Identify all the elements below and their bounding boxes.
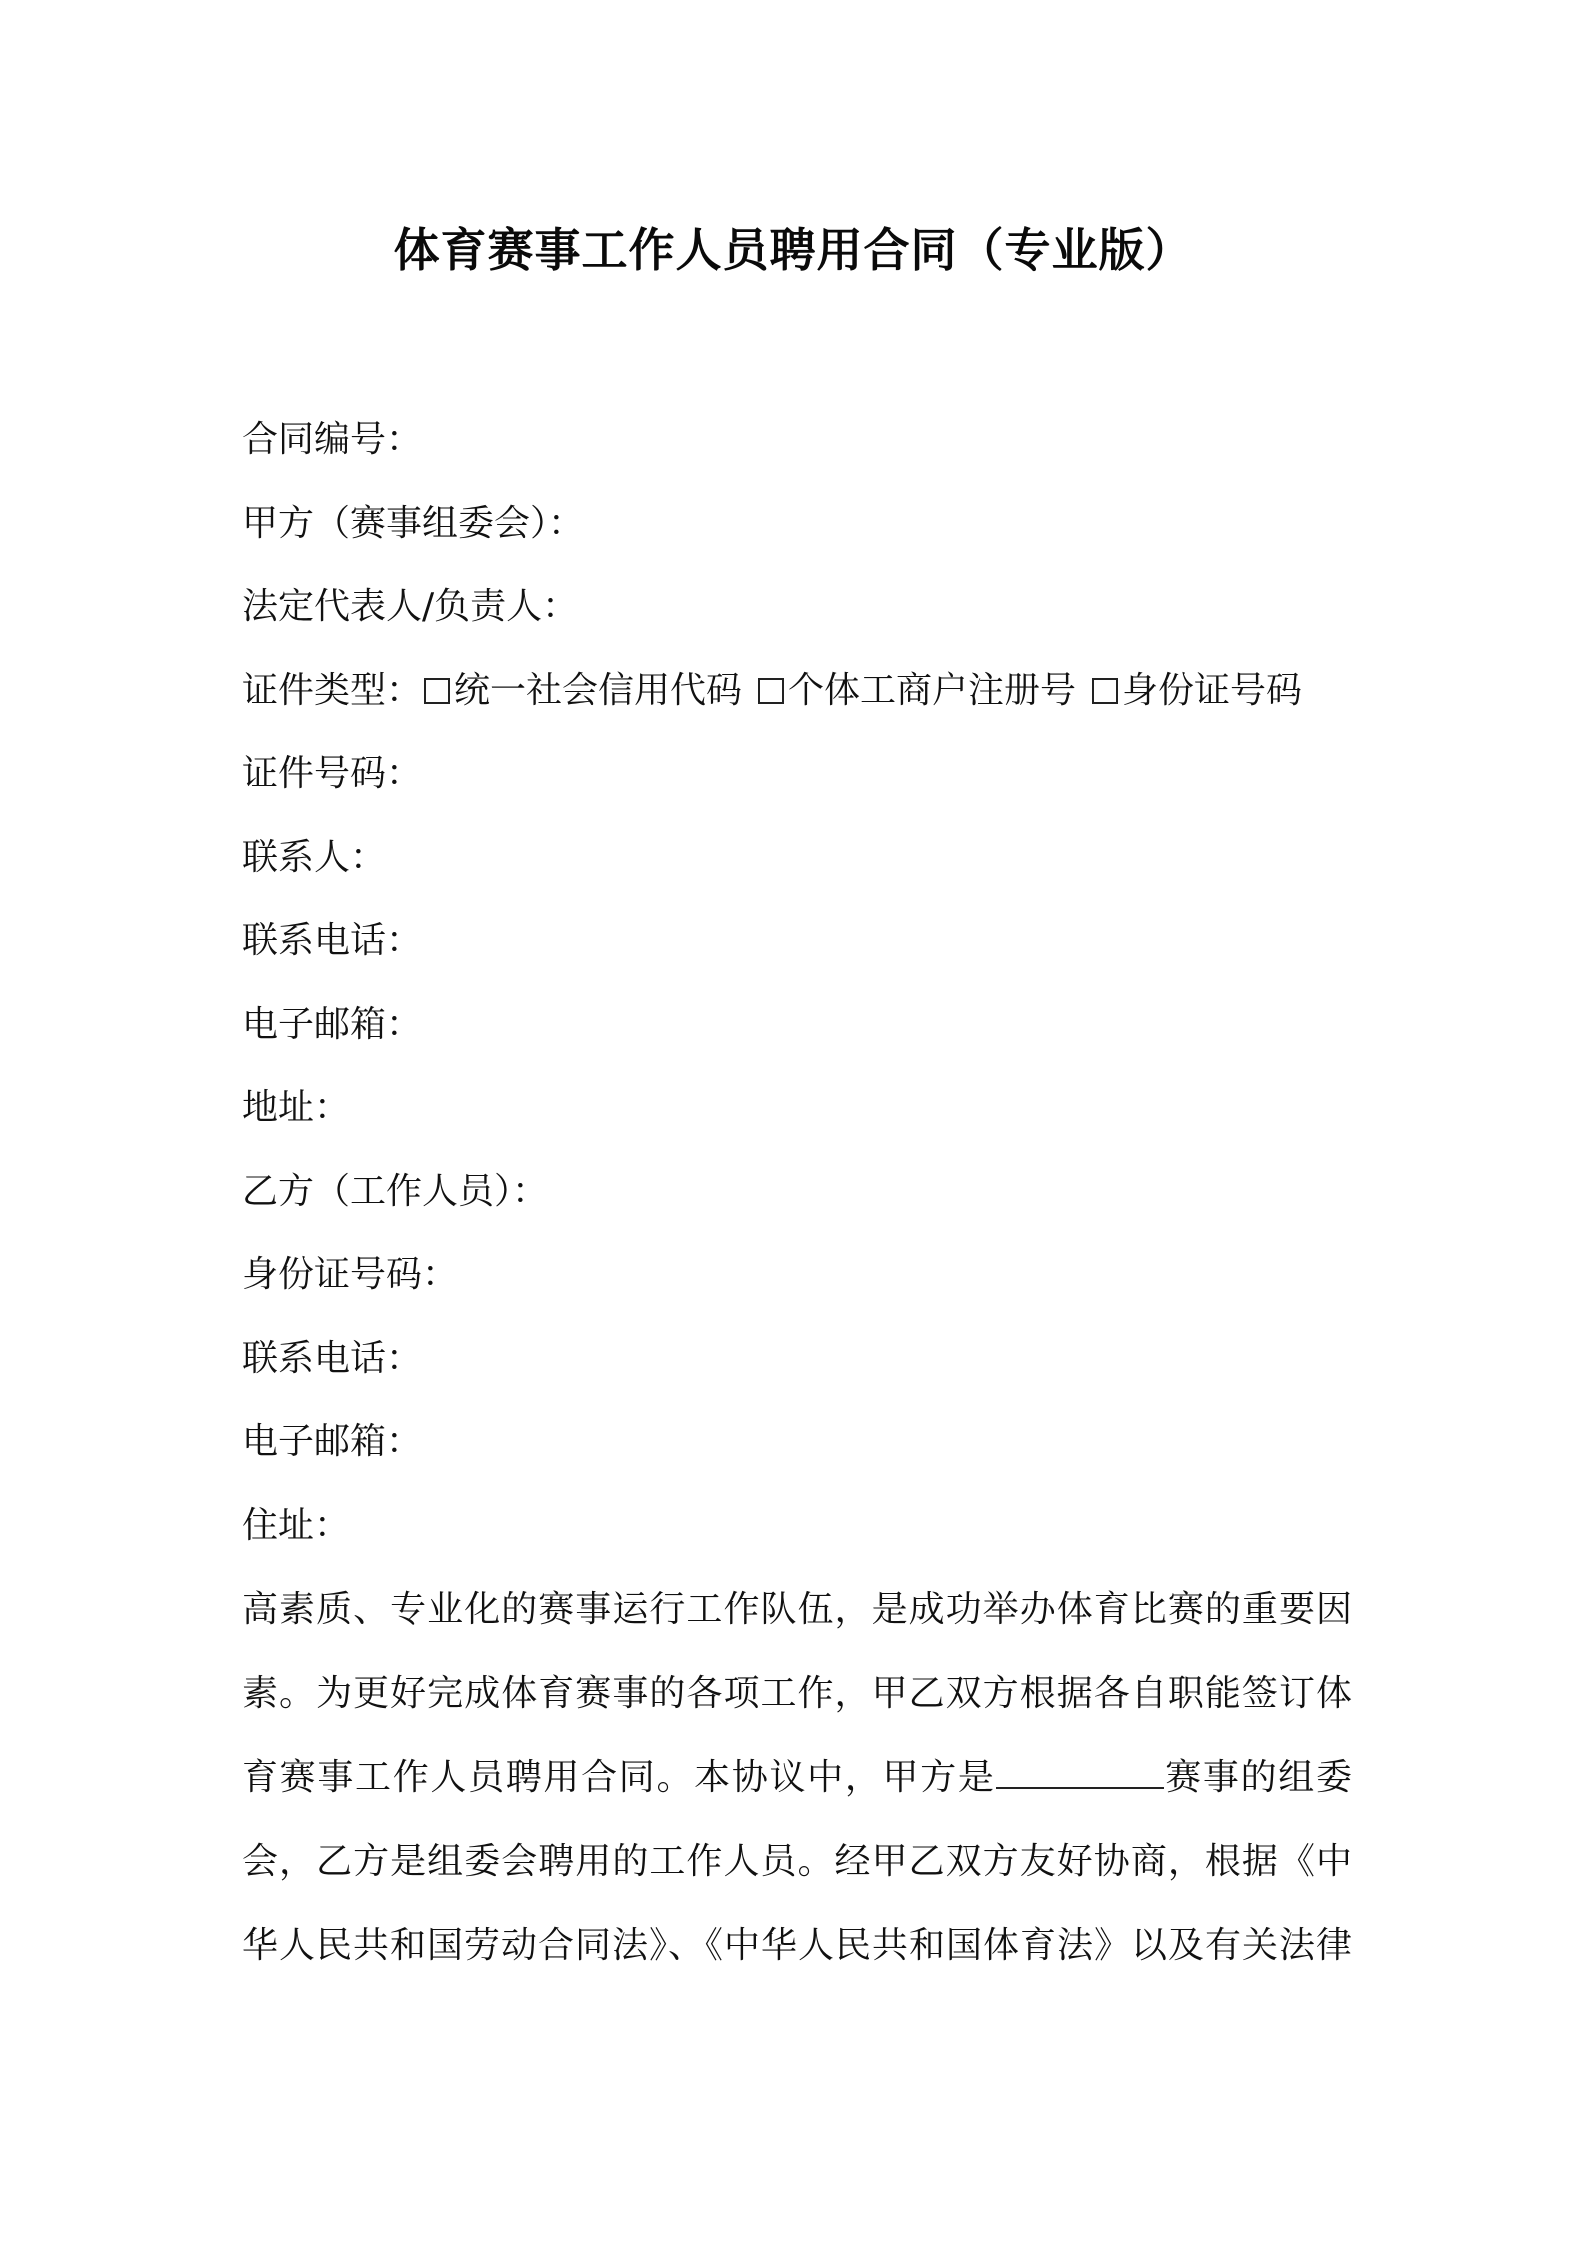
- party-b-residence-field: 住址：: [242, 1504, 351, 1546]
- party-b-phone-field: 联系电话：: [242, 1337, 423, 1379]
- id-type-option-label: 身份证号码: [1122, 669, 1303, 711]
- id-type-option-label: 统一社会信用代码: [454, 669, 743, 711]
- id-type-option-id-card[interactable]: [1090, 670, 1302, 711]
- preamble-line: 会，乙方是组委会聘用的工作人员。经甲乙双方友好协商，根据《中: [242, 1841, 1352, 1882]
- party-b-id-card-field: 身份证号码：: [242, 1254, 459, 1295]
- preamble-line: [242, 1736, 1352, 1820]
- preamble-line: 素。为更好完成体育赛事的各项工作，甲乙双方根据各自职能签订体: [242, 1673, 1352, 1714]
- preamble-line: 高素质、专业化的赛事运行工作队伍，是成功举办体育比赛的重要因: [242, 1589, 1352, 1630]
- event-name-blank[interactable]: [996, 1757, 1164, 1789]
- contract-number-field: 合同编号：: [242, 419, 423, 460]
- preamble-paragraph: [242, 1568, 1352, 1988]
- party-a-phone-field: 联系电话：: [242, 920, 423, 961]
- contact-person-field: 联系人：: [242, 836, 387, 878]
- preamble-line: 华人民共和国劳动合同法》、《中华人民共和国体育法》以及有关法律: [242, 1925, 1352, 1966]
- id-type-option-label: 个体工商户注册号: [788, 669, 1077, 711]
- document-title: 体育赛事工作人员聘用合同（专业版）: [393, 223, 1193, 277]
- id-type-option-business-reg[interactable]: [756, 670, 1076, 711]
- party-fields: [242, 398, 1352, 1567]
- party-b-field: 乙方（工作人员）：: [242, 1170, 549, 1212]
- legal-representative-field: 法定代表人/负责人：: [242, 586, 579, 627]
- id-type-label: 证件类型：: [242, 669, 423, 711]
- id-type-field: [242, 649, 1352, 733]
- checkbox-icon[interactable]: [758, 678, 784, 704]
- preamble-text: 赛事的组委: [1163, 1757, 1352, 1798]
- party-a-address-field: 地址：: [242, 1087, 351, 1128]
- checkbox-icon[interactable]: [424, 678, 450, 704]
- party-b-email-field: 电子邮箱：: [242, 1421, 423, 1462]
- id-type-option-credit-code[interactable]: [422, 670, 742, 711]
- preamble-text: 育赛事工作人员聘用合同。本协议中，甲方是: [242, 1757, 996, 1798]
- party-a-field: 甲方（赛事组委会）：: [242, 502, 585, 544]
- id-number-field: 证件号码：: [242, 753, 423, 794]
- checkbox-icon[interactable]: [1092, 678, 1118, 704]
- party-a-email-field: 电子邮箱：: [242, 1003, 423, 1045]
